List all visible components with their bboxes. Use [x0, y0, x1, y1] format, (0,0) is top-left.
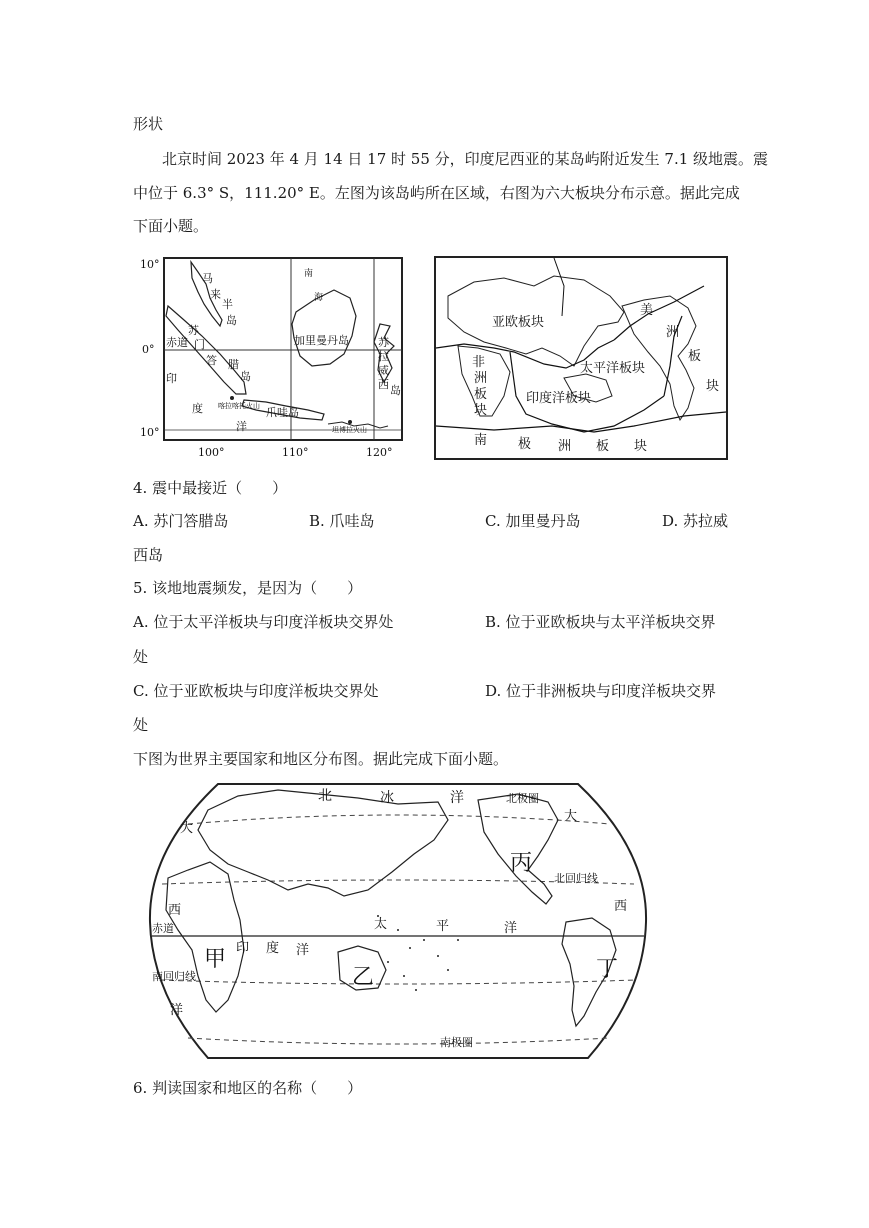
intro-line-2: 中位于 6.3° S，111.20° E。左图为该岛屿所在区域，右图为六大板块分布示意。据此完成 [133, 184, 740, 202]
island-region-svg [136, 254, 406, 460]
plates-map [434, 256, 728, 460]
malay-char-3: 半 [222, 298, 233, 311]
q5-option-b[interactable]: B. 位于亚欧板块与太平洋板块交界 [485, 613, 716, 631]
indian-char-3: 洋 [296, 943, 310, 958]
lat-label-10n: 10° [140, 258, 160, 271]
africa-char-3: 板 [474, 387, 488, 402]
java-label: 爪哇岛 [266, 406, 299, 419]
indian-ocean-char-3: 洋 [236, 420, 247, 433]
volcano-a-label: 喀拉喀托火山 [218, 402, 260, 410]
sulawesi-char-3: 威 [378, 364, 389, 377]
region-yi-label: 乙 [352, 965, 375, 990]
pacific-char-3: 洋 [504, 921, 518, 936]
sumatra-char-2: 门 [194, 338, 205, 351]
america-char-2: 洲 [666, 325, 680, 340]
sulawesi-char-4: 西 [378, 378, 389, 391]
lon-label-100: 100° [198, 446, 225, 459]
sumatra-char-1: 苏 [188, 324, 199, 337]
sulawesi-char-1: 苏 [378, 336, 389, 349]
antarctic-circle-label: 南极圈 [440, 1036, 473, 1049]
atlantic-left-char-3: 洋 [170, 1003, 184, 1018]
africa-char-2: 洲 [474, 371, 488, 386]
arctic-ocean-char-2: 冰 [380, 790, 394, 806]
america-char-4: 块 [706, 379, 720, 394]
volcano-a-marker [230, 396, 234, 400]
q5-stem: 5. 该地地震频发，是因为（ ） [133, 579, 363, 597]
q4-option-d-cont: 西岛 [133, 546, 164, 564]
intro-line-3: 下面小题。 [133, 217, 209, 235]
lon-label-110: 110° [282, 446, 309, 459]
atlantic-right-char-1: 大 [564, 809, 578, 824]
antarctic-char-4: 板 [596, 439, 610, 454]
malay-char-1: 马 [202, 272, 213, 285]
q4-option-c[interactable]: C. 加里曼丹岛 [485, 512, 581, 530]
america-char-3: 板 [688, 349, 702, 364]
region-ding-label: 丁 [596, 957, 619, 982]
q4-option-a[interactable]: A. 苏门答腊岛 [133, 512, 229, 530]
malay-char-4: 岛 [226, 314, 237, 327]
volcano-b-label: 坦博拉火山 [332, 426, 367, 434]
pacific-plate-label: 太平洋板块 [580, 361, 646, 376]
pacific-char-2: 平 [436, 919, 450, 934]
indian-ocean-char-1: 印 [166, 372, 177, 385]
sumatra-char-3: 答 [206, 354, 217, 367]
sea-label-2: 海 [314, 293, 324, 303]
kalimantan-label: 加里曼丹岛 [294, 334, 349, 347]
world-map-svg [148, 780, 648, 1064]
indian-plate-label: 印度洋板块 [526, 391, 592, 406]
lat-label-0: 0° [142, 343, 155, 356]
tropic-capricorn-label: 南回归线 [152, 970, 196, 983]
arctic-ocean-char-3: 洋 [450, 790, 464, 806]
arctic-circle-label: 北极圈 [506, 792, 539, 805]
antarctic-char-1: 南 [474, 433, 488, 448]
antarctic-char-2: 极 [518, 437, 532, 452]
equator-label: 赤道 [166, 336, 188, 349]
sulawesi-char-5: 岛 [390, 384, 401, 397]
sumatra-char-5: 岛 [240, 370, 251, 383]
region-bing-label: 丙 [510, 851, 533, 876]
malay-char-2: 来 [210, 288, 221, 301]
plates-svg [434, 256, 728, 460]
q5-option-d-cont: 处 [133, 716, 149, 734]
antarctic-char-5: 块 [634, 439, 648, 454]
atlantic-left-char-1: 大 [180, 821, 194, 836]
region-jia-label: 甲 [204, 947, 227, 972]
volcano-b-marker [348, 420, 352, 424]
world-map [148, 780, 648, 1064]
intro-line-1: 北京时间 2023 年 4 月 14 日 17 时 55 分，印度尼西亚的某岛屿附近发生 7.1 级地震。震 [162, 150, 769, 168]
indian-char-1: 印 [236, 941, 250, 956]
fragment-line: 形状 [133, 115, 164, 133]
africa-char-4: 块 [474, 403, 488, 418]
tropic-cancer-label: 北回归线 [554, 872, 598, 885]
q6-stem: 6. 判读国家和地区的名称（ ） [133, 1079, 363, 1097]
sumatra-char-4: 腊 [228, 358, 239, 371]
lon-label-120: 120° [366, 446, 393, 459]
indian-ocean-char-2: 度 [192, 402, 203, 415]
sea-label-1: 南 [304, 269, 314, 279]
island-region-map [136, 254, 406, 460]
q5-option-d[interactable]: D. 位于非洲板块与印度洋板块交界 [485, 682, 717, 700]
q5-option-a[interactable]: A. 位于太平洋板块与印度洋板块交界处 [133, 613, 394, 631]
atlantic-left-char-2: 西 [168, 903, 182, 918]
america-char-1: 美 [640, 303, 654, 318]
lat-label-10s: 10° [140, 426, 160, 439]
equator-label: 赤道 [152, 922, 174, 935]
atlantic-right-char-2: 西 [614, 899, 628, 914]
eurasia-plate-label: 亚欧板块 [492, 315, 545, 330]
antarctic-char-3: 洲 [558, 439, 572, 454]
q5-option-b-cont: 处 [133, 648, 149, 666]
q4-stem: 4. 震中最接近（ ） [133, 479, 288, 497]
intro-2: 下图为世界主要国家和地区分布图。据此完成下面小题。 [133, 750, 509, 768]
q5-option-c[interactable]: C. 位于亚欧板块与印度洋板块交界处 [133, 682, 379, 700]
sulawesi-char-2: 拉 [378, 350, 389, 363]
arctic-ocean-char-1: 北 [318, 788, 332, 804]
indian-char-2: 度 [266, 941, 280, 956]
q4-option-b[interactable]: B. 爪哇岛 [309, 512, 375, 530]
africa-char-1: 非 [472, 355, 486, 370]
pacific-char-1: 太 [374, 917, 388, 932]
q4-option-d[interactable]: D. 苏拉威 [662, 512, 729, 530]
